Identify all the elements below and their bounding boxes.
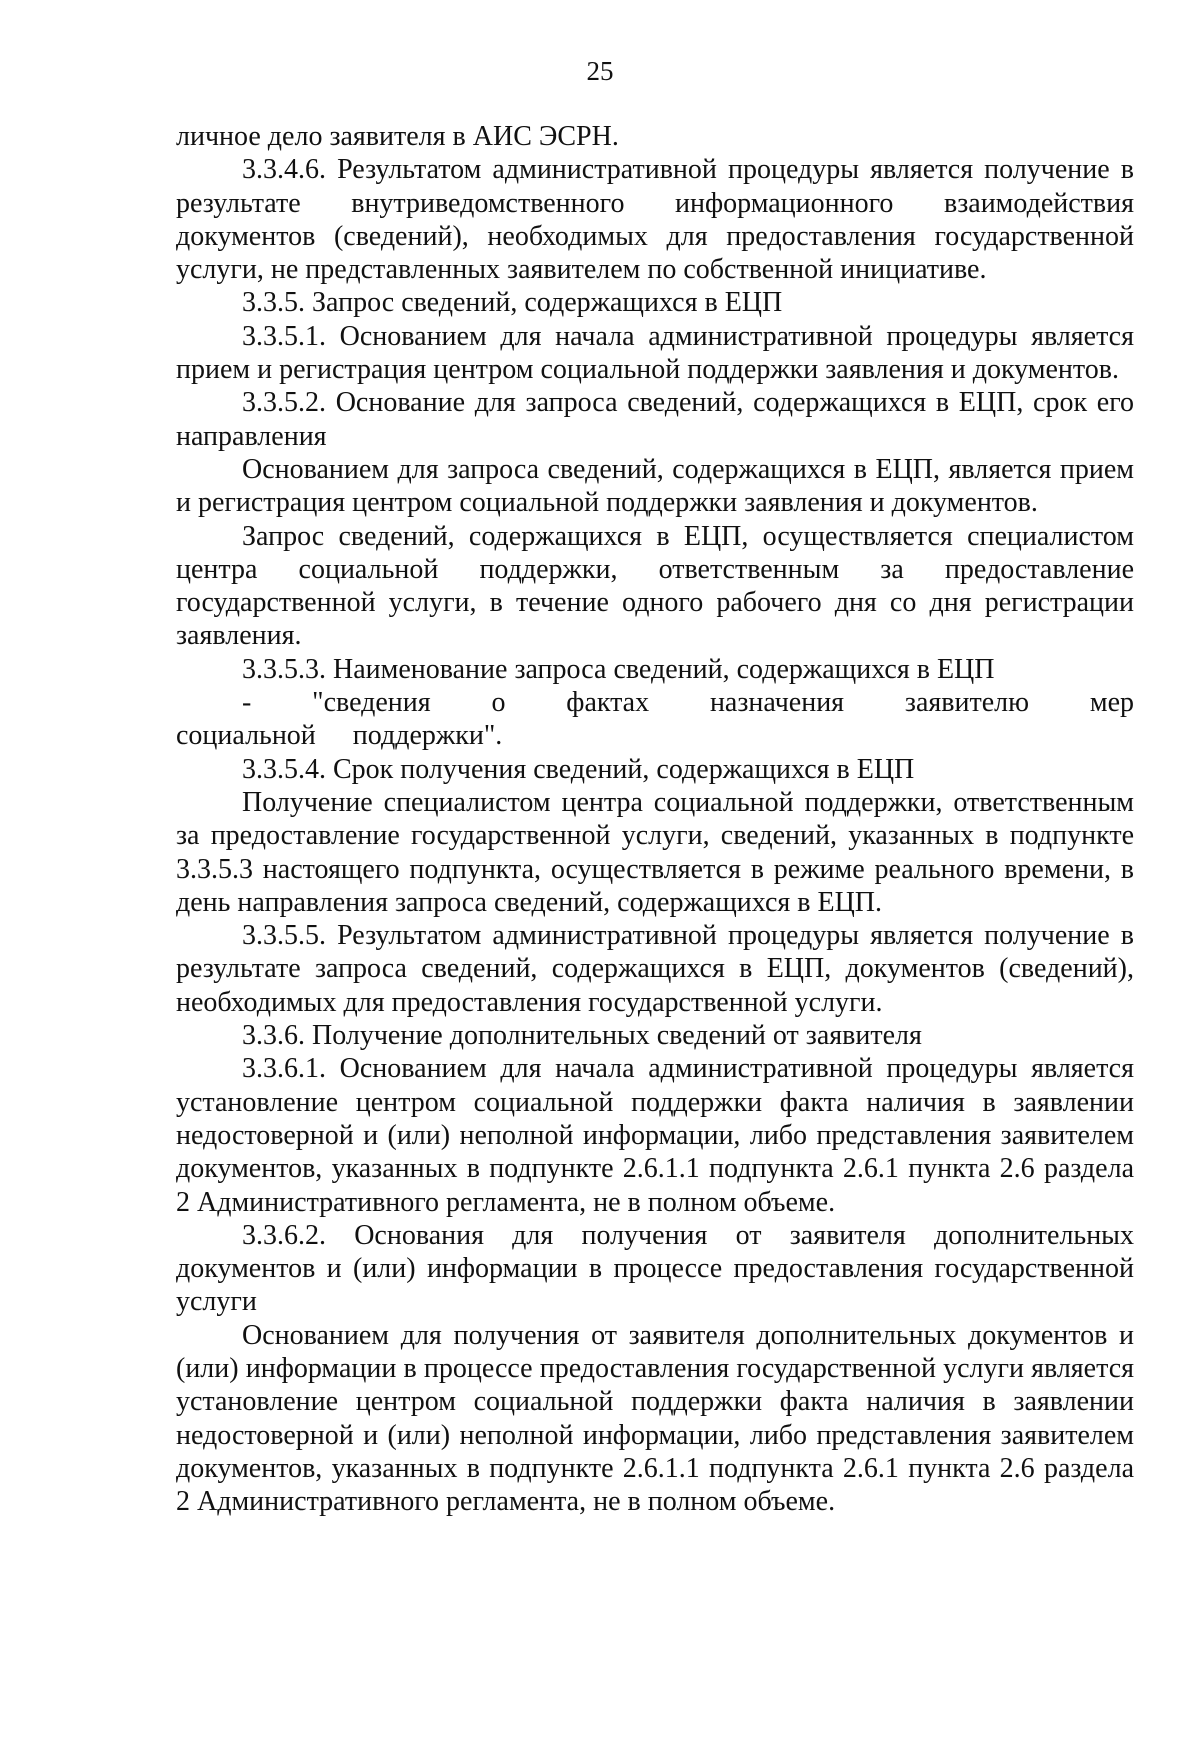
document-body [176, 120, 1134, 1518]
paragraph: Основанием для получения от заявителя дополнительных документов и (или) информации в процессе предоставления государственной услуги является установление центром социальной поддержки факта наличия в заявлении недостоверной и (или) неполной информации, либо представления заявителем документов, указанных в подпункте 2.6.1.1 подпункта 2.6.1 пункта 2.6 раздела 2 Административного регламента, не в полном объеме. [176, 1319, 1134, 1518]
paragraph: Основанием для запроса сведений, содержащихся в ЕЦП, является прием и регистрация центром социальной поддержки заявления и документов. [176, 453, 1134, 519]
list-item: - "сведения о фактах назначения заявителю мер социальной поддержки". [176, 687, 1134, 752]
paragraph: 3.3.4.6. Результатом административной процедуры является получение в результате внутриведомственного информационного взаимодействия документов (сведений), необходимых для предоставления государственной услуги, не представленных заявителем по собственной инициативе. [176, 154, 1134, 286]
paragraph: 3.3.5.5. Результатом административной процедуры является получение в результате запроса сведений, содержащихся в ЕЦП, документов (сведений), необходимых для предоставления государственной услуги. [176, 920, 1134, 1018]
paragraph: 3.3.6.1. Основанием для начала административной процедуры является установление центром социальной поддержки факта наличия в заявлении недостоверной и (или) неполной информации, либо представления заявителем документов, указанных в подпункте 2.6.1.1 подпункта 2.6.1 пункта 2.6 раздела 2 Административного регламента, не в полном объеме. [176, 1053, 1134, 1218]
paragraph: 3.3.5.2. Основание для запроса сведений, содержащихся в ЕЦП, срок его направления [176, 387, 1134, 452]
paragraph: 3.3.5.4. Срок получения сведений, содержащихся в ЕЦП [242, 753, 915, 785]
paragraph: 3.3.6.2. Основания для получения от заявителя дополнительных документов и (или) информации в процессе предоставления государственной услуги [176, 1219, 1134, 1318]
paragraph: Получение специалистом центра социальной поддержки, ответственным за предоставление государственной услуги, сведений, указанных в подпункте 3.3.5.3 настоящего подпункта, осуществляется в режиме реального времени, в день направления запроса сведений, содержащихся в ЕЦП. [176, 786, 1134, 918]
page-number: 25 [586, 56, 614, 86]
paragraph: 3.3.5.1. Основанием для начала административной процедуры является прием и регистрация центром социальной поддержки заявления и документов. [176, 320, 1134, 386]
section-heading: 3.3.6. Получение дополнительных сведений от заявителя [242, 1020, 922, 1052]
section-heading: 3.3.5. Запрос сведений, содержащихся в ЕЦП [242, 287, 783, 319]
paragraph: Запрос сведений, содержащихся в ЕЦП, осуществляется специалистом центра социальной поддержки, ответственным за предоставление государственной услуги, в течение одного рабочего дня со дня регистрации заявления. [176, 520, 1134, 652]
paragraph: личное дело заявителя в АИС ЭСРН. [176, 121, 619, 152]
paragraph: 3.3.5.3. Наименование запроса сведений, содержащихся в ЕЦП [242, 653, 995, 685]
